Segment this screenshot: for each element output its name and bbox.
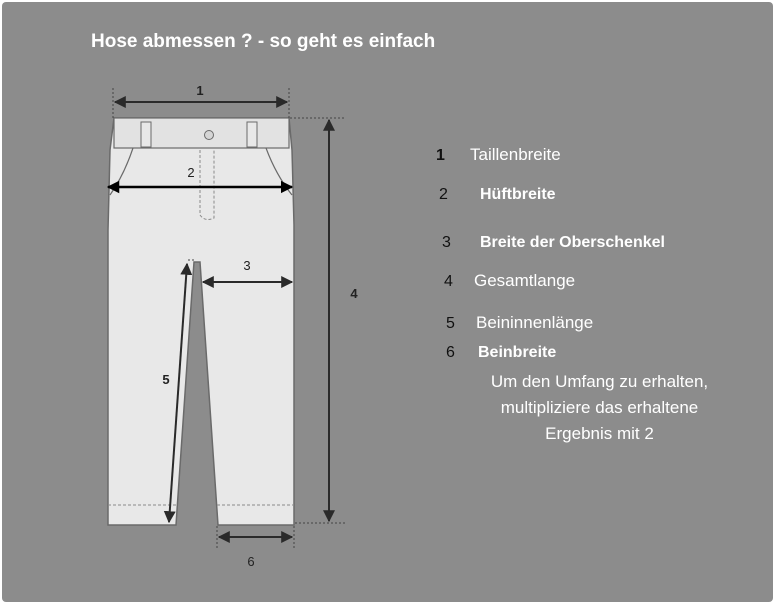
legend-item-inseam: [446, 313, 593, 333]
legend-label: Taillenbreite: [470, 145, 561, 164]
belt-loop-right: [247, 122, 257, 147]
legend-label: Hüftbreite: [480, 186, 556, 203]
dimension-hem: [217, 526, 294, 569]
dim-label-inseam: 5: [162, 372, 170, 387]
circumference-note: [467, 369, 732, 447]
dim-label-waist: 1: [196, 83, 204, 98]
legend-num: 5: [446, 315, 455, 332]
legend-item-thigh: [442, 234, 665, 252]
button-icon: [205, 131, 214, 140]
waistband: [114, 118, 289, 148]
pants-drawing: [108, 118, 294, 525]
legend-num: 3: [442, 234, 451, 251]
dim-label-hip: 2: [187, 165, 195, 180]
legend-item-waist: [436, 145, 561, 165]
note-line: multipliziere das erhaltene: [500, 398, 699, 417]
dim-label-length: 4: [350, 286, 358, 301]
dim-label-thigh: 3: [243, 258, 251, 273]
legend-item-length: [444, 271, 575, 291]
page-title: Hose abmessen ? - so geht es einfach: [91, 31, 436, 52]
note-line: Um den Umfang zu erhalten,: [490, 372, 709, 391]
legend-item-hem: [446, 344, 556, 362]
legend-num: 1: [436, 147, 445, 164]
legend-label: Breite der Oberschenkel: [480, 234, 665, 251]
dimension-waist: [113, 83, 289, 118]
pants-outline: [108, 118, 294, 525]
legend-num: 6: [446, 344, 455, 361]
legend-label: Beininnenlänge: [476, 313, 594, 332]
legend-num: 4: [444, 273, 453, 290]
dimension-length: [290, 118, 358, 523]
belt-loop-left: [141, 122, 151, 147]
legend-label: Beinbreite: [478, 344, 557, 361]
legend-item-hip: [439, 186, 556, 204]
dim-label-hem: 6: [247, 554, 255, 569]
legend-label: Gesamtlange: [474, 271, 576, 290]
note-line: Ergebnis mit 2: [545, 424, 654, 443]
legend-num: 2: [439, 186, 448, 203]
